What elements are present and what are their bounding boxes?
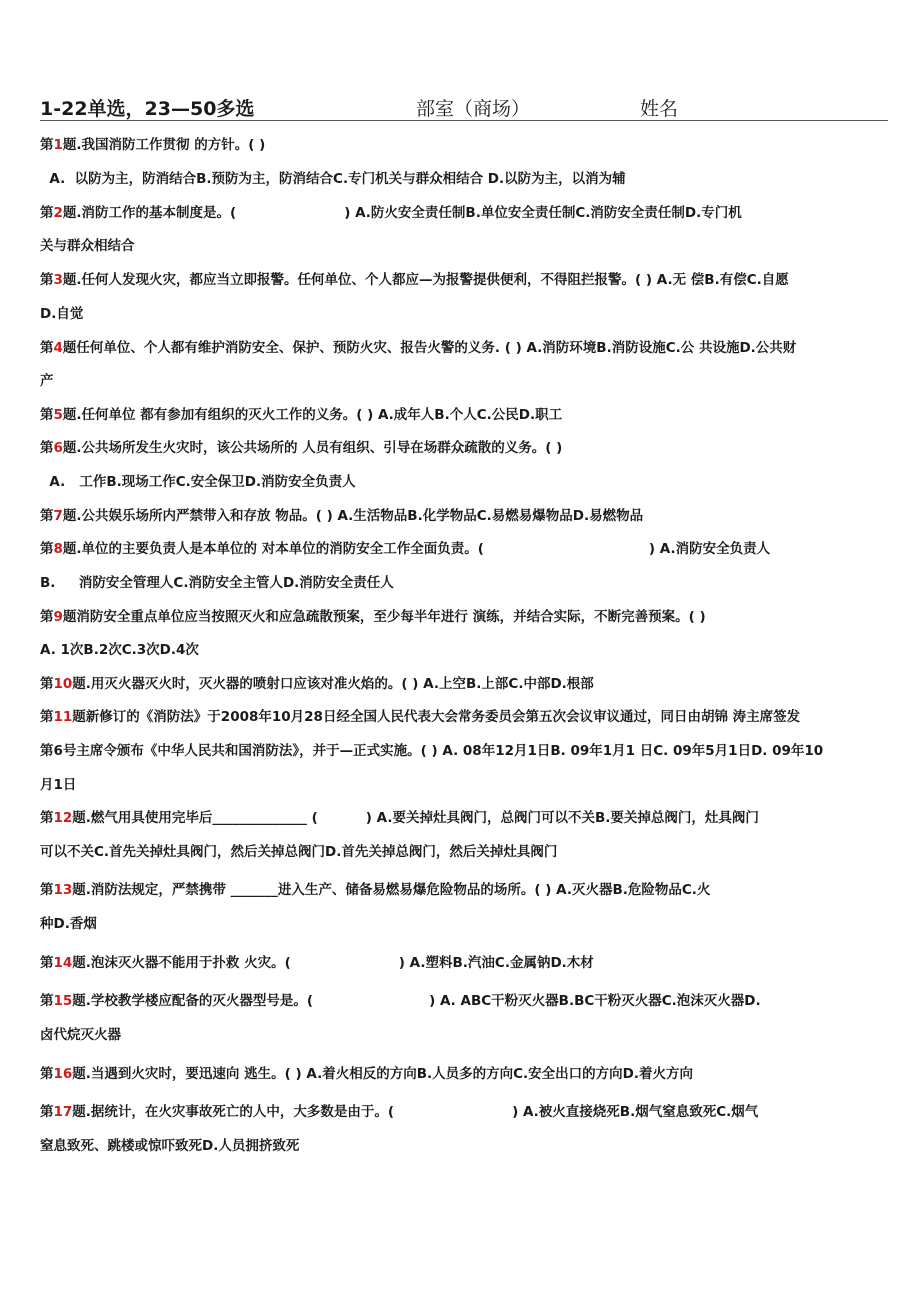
question-text: 题.我国消防工作贯彻 的方针。( ): [62, 137, 266, 153]
question-14: 第14题.泡沫灭火器不能用于扑救 火灾。( ) A.塑料B.汽油C.金属钠D.木材: [40, 955, 594, 971]
question-6-options: A. 工作B.现场工作C.安全保卫D.消防安全负责人: [40, 474, 356, 490]
question-text: 题.据统计，在火灾事故死亡的人中，大多数是由于。(: [72, 1104, 395, 1120]
question-text: 题.任何人发现火灾，都应当立即报警。任何单位、个人都应—为报警提供便利，不得阻拦报警。( ) A.无 偿B.有偿C.自愿: [62, 272, 789, 288]
question-7: 第7题.公共娱乐场所内严禁带入和存放 物品。( ) A.生活物品B.化学物品C.易燃易爆物品D.易燃物品: [40, 508, 644, 524]
question-number: 12: [53, 810, 73, 826]
question-1: 第1题.我国消防工作贯彻 的方针。( ): [40, 137, 266, 153]
question-15-continued: 卤代烷灭火器: [40, 1027, 121, 1043]
question-number: 10: [53, 676, 73, 692]
question-number: 2: [53, 205, 63, 221]
question-2: 第2题.消防工作的基本制度是。( ) A.防火安全责任制B.单位安全责任制C.消防安全责任制D.专门机: [40, 205, 742, 221]
question-11-continued: 月1日: [40, 777, 77, 793]
question-number: 6: [53, 440, 63, 456]
question-number: 11: [53, 709, 73, 725]
question-text: 题.消防工作的基本制度是。(: [62, 205, 237, 221]
question-text: 题.任何单位 都有参加有组织的灭火工作的义务。( ) A.成年人B.个人C.公民D.职工: [62, 407, 563, 423]
question-options: ) A.塑料B.汽油C.金属钠D.木材: [398, 955, 594, 971]
question-17: 第17题.据统计，在火灾事故死亡的人中，大多数是由于。( ) A.被火直接烧死B.烟气窒息致死C.烟气: [40, 1104, 759, 1120]
page-header: [40, 94, 888, 121]
question-8: 第8题.单位的主要负责人是本单位的 对本单位的消防安全工作全面负责。( ) A.消防安全负责人: [40, 541, 771, 557]
question-text: 题任何单位、个人都有维护消防安全、保护、预防火灾、报告火警的义务. ( ) A.消防环境B.消防设施C.公 共设施D.公共财: [62, 340, 797, 356]
question-options: ) A.要关掉灶具阀门，总阀门可以不关B.要关掉总阀门，灶具阀门: [365, 810, 759, 826]
question-6: 第6题.公共场所发生火灾时，该公共场所的 人员有组织、引导在场群众疏散的义务。( ): [40, 440, 563, 456]
question-number: 9: [53, 609, 63, 625]
question-number: 4: [53, 340, 63, 356]
question-text: 题.用灭火器灭火时，灭火器的喷射口应该对准火焰的。( ) A.上空B.上部C.中部D.根部: [72, 676, 594, 692]
question-text: 题.学校教学楼应配备的灭火器型号是。(: [72, 993, 314, 1009]
question-9-options: A. 1次B.2次C.3次D.4次: [40, 642, 199, 658]
question-number: 5: [53, 407, 63, 423]
question-range: 1-22单选，23—50多选: [40, 98, 255, 120]
question-11: 第11题新修订的《消防法》于2008年10月28日经全国人民代表大会常务委员会第五次会议审议通过，同日由胡锦 涛主席签发: [40, 709, 801, 725]
question-number: 13: [53, 882, 73, 898]
question-number: 14: [53, 955, 73, 971]
question-8-options: B. 消防安全管理人C.消防安全主管人D.消防安全责任人: [40, 575, 394, 591]
question-text: 题.泡沫灭火器不能用于扑救 火灾。(: [72, 955, 291, 971]
question-3-continued: D.自觉: [40, 306, 84, 322]
question-13-continued: 种D.香烟: [40, 916, 97, 932]
question-2-continued: 关与群众相结合: [40, 238, 135, 254]
question-options: ) A. ABC干粉灭火器B.BC干粉灭火器C.泡沫灭火器D.: [429, 993, 761, 1009]
question-11-continued: 第6号主席令颁布《中华人民共和国消防法》，并于—正式实施。( ) A. 08年12月1日B. 09年1月1 日C. 09年5月1日D. 09年10: [40, 743, 824, 759]
question-text: 题.公共娱乐场所内严禁带入和存放 物品。( ) A.生活物品B.化学物品C.易燃易爆物品D.易燃物品: [62, 508, 644, 524]
question-9: 第9题消防安全重点单位应当按照灭火和应急疏散预案，至少每半年进行 演练，并结合实际，不断完善预案。( ): [40, 609, 706, 625]
question-3: 第3题.任何人发现火灾，都应当立即报警。任何单位、个人都应—为报警提供便利，不得阻拦报警。( ) A.无 偿B.有偿C.自愿: [40, 272, 789, 288]
question-options: ) A.防火安全责任制B.单位安全责任制C.消防安全责任制D.专门机: [344, 205, 742, 221]
question-15: 第15题.学校教学楼应配备的灭火器型号是。( ) A. ABC干粉灭火器B.BC干粉灭火器C.泡沫灭火器D.: [40, 993, 761, 1009]
question-17-continued: 窒息致死、跳楼或惊吓致死D.人员拥挤致死: [40, 1138, 300, 1154]
question-1-options: A. 以防为主，防消结合B.预防为主，防消结合C.专门机关与群众相结合 D.以防为主，以消为辅: [40, 171, 626, 187]
question-number: 17: [53, 1104, 73, 1120]
question-12-continued: 可以不关C.首先关掉灶具阀门，然后关掉总阀门D.首先关掉总阀门，然后关掉灶具阀门: [40, 844, 558, 860]
name-label: 姓名: [640, 98, 679, 120]
question-number: 8: [53, 541, 63, 557]
question-number: 16: [53, 1066, 73, 1082]
question-text: 题新修订的《消防法》于2008年10月28日经全国人民代表大会常务委员会第五次会议审议通过，同日由胡锦 涛主席签发: [72, 709, 801, 725]
question-16: 第16题.当遇到火灾时，要迅速向 逃生。( ) A.着火相反的方向B.人员多的方向C.安全出口的方向D.着火方向: [40, 1066, 693, 1082]
question-5: 第5题.任何单位 都有参加有组织的灭火工作的义务。( ) A.成年人B.个人C.公民D.职工: [40, 407, 563, 423]
question-4-continued: 产: [40, 373, 54, 389]
question-options: ) A.被火直接烧死B.烟气窒息致死C.烟气: [512, 1104, 759, 1120]
question-number: 3: [53, 272, 63, 288]
question-number: 1: [53, 137, 63, 153]
department-label: 部室（商场）: [416, 98, 531, 120]
question-text: 题.当遇到火灾时，要迅速向 逃生。( ) A.着火相反的方向B.人员多的方向C.安全出口的方向D.着火方向: [72, 1066, 693, 1082]
question-text: 题消防安全重点单位应当按照灭火和应急疏散预案，至少每半年进行 演练，并结合实际，不断完善预案。( ): [62, 609, 706, 625]
question-options: ) A.消防安全负责人: [648, 541, 771, 557]
question-number: 7: [53, 508, 63, 524]
question-10: 第10题.用灭火器灭火时，灭火器的喷射口应该对准火焰的。( ) A.上空B.上部C.中部D.根部: [40, 676, 594, 692]
question-12: 第12题.燃气用具使用完毕后______________ ( ) A.要关掉灶具阀门，总阀门可以不关B.要关掉总阀门，灶具阀门: [40, 810, 759, 826]
question-text: 题.单位的主要负责人是本单位的 对本单位的消防安全工作全面负责。(: [62, 541, 484, 557]
question-text: 题.公共场所发生火灾时，该公共场所的 人员有组织、引导在场群众疏散的义务。( ): [62, 440, 563, 456]
question-13: 第13题.消防法规定，严禁携带 _______进入生产、储备易燃易爆危险物品的场所。( ) A.灭火器B.危险物品C.火: [40, 882, 711, 898]
question-number: 15: [53, 993, 73, 1009]
question-text: 题.燃气用具使用完毕后______________ (: [72, 810, 318, 826]
question-text: 题.消防法规定，严禁携带 _______进入生产、储备易燃易爆危险物品的场所。( ) A.灭火器B.危险物品C.火: [72, 882, 711, 898]
question-4: 第4题任何单位、个人都有维护消防安全、保护、预防火灾、报告火警的义务. ( ) A.消防环境B.消防设施C.公 共设施D.公共财: [40, 340, 797, 356]
